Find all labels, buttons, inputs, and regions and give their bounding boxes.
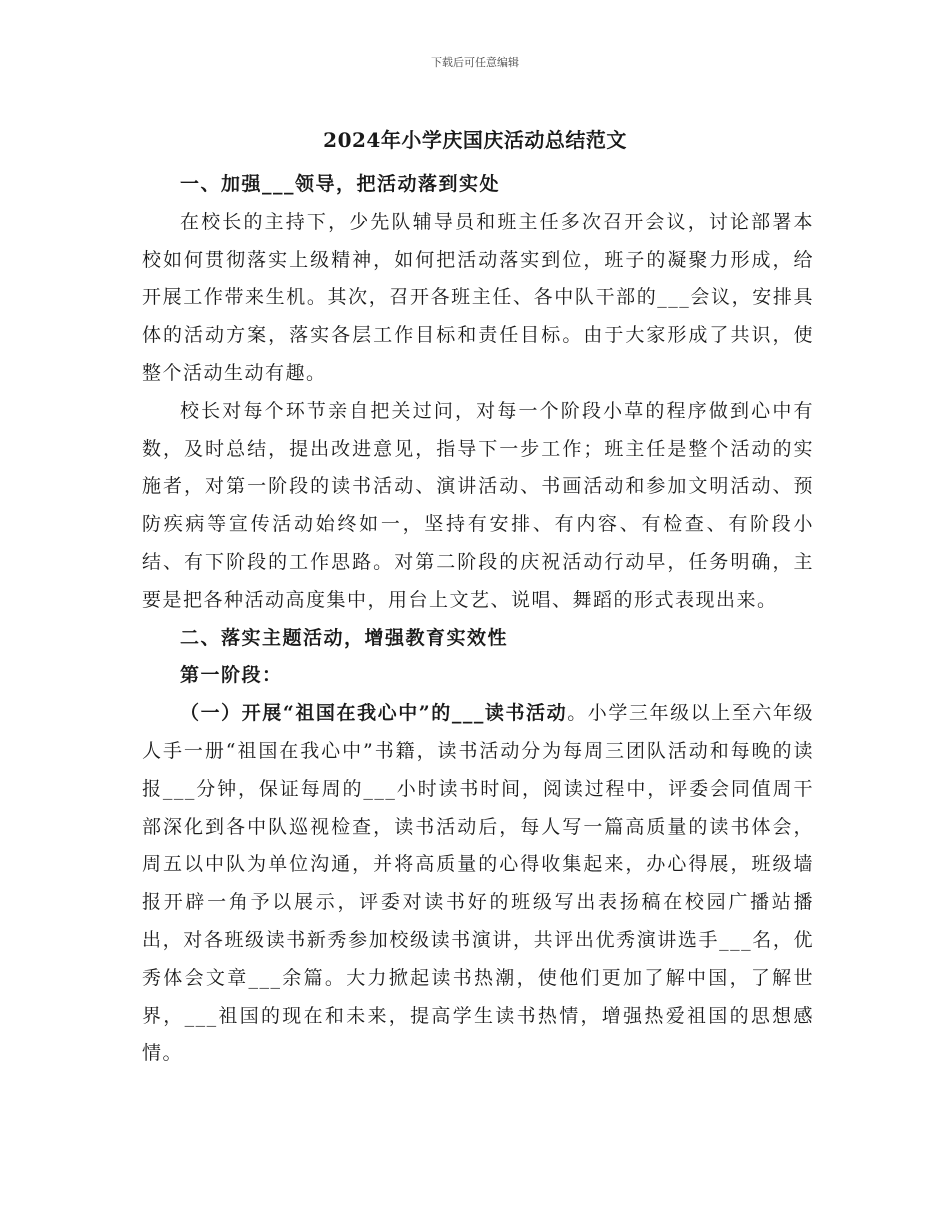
item-1-paragraph <box>142 695 814 1073</box>
section-2-heading: 二、落实主题活动，增强教育实效性 <box>180 626 509 649</box>
section-1-heading: 一、加强___领导，把活动落到实处 <box>180 173 501 195</box>
section-1-paragraph-1: 在校长的主持下，少先队辅导员和班主任多次召开会议，讨论部署本校如何贯彻落实上级精神，如何把活动落实到位，班子的凝聚力形成，给开展工作带来生机。其次，召开各班主任、各中队干部的___会议，安排具体的活动方案，落实各层工作目标和责任目标。由于大家形成了共识，使整个活动生动有趣。 <box>142 210 814 384</box>
section-1-paragraph-2: 校长对每个环节亲自把关过问，对每一个阶段小草的程序做到心中有数，及时总结，提出改进意见，指导下一步工作；班主任是整个活动的实施者，对第一阶段的读书活动、演讲活动、书画活动和参加文明活动、预防疾病等宣传活动始终如一，坚持有安排、有内容、有检查、有阶段小结、有下阶段的工作思路。对第二阶段的庆祝活动行动早，任务明确，主要是把各种活动高度集中，用台上文艺、说唱、舞蹈的形式表现出来。 <box>142 399 814 611</box>
item-1-body: 。小学三年级以上至六年级人手一册“祖国在我心中”书籍，读书活动分为每周三团队活动和每晚的读报___分钟，保证每周的___小时读书时间，阅读过程中，评委会同值周干部深化到各中队巡视检查，读书活动后，每人写一篇高质量的读书体会，周五以中队为单位沟通，并将高质量的心得收集起来，办心得展，班级墙报开辟一角予以展示，评委对读书好的班级写出表扬稿在校园广播站播出，对各班级读书新秀参加校级读书演讲，共评出优秀演讲选手___名，优秀体会文章___余篇。大力掀起读书热潮，使他们更加了解中国，了解世界，___祖国的现在和未来，提高学生读书热情，增强热爱祖国的思想感情。 <box>142 702 814 1065</box>
header-note: 下载后可任意编辑 <box>431 56 519 69</box>
stage-1-label: 第一阶段： <box>180 664 283 687</box>
item-1-lead: （一）开展“祖国在我心中”的___读书活动 <box>180 702 568 725</box>
document-body <box>142 166 814 1073</box>
document-title: 2024年小学庆国庆活动总结范文 <box>323 128 627 152</box>
